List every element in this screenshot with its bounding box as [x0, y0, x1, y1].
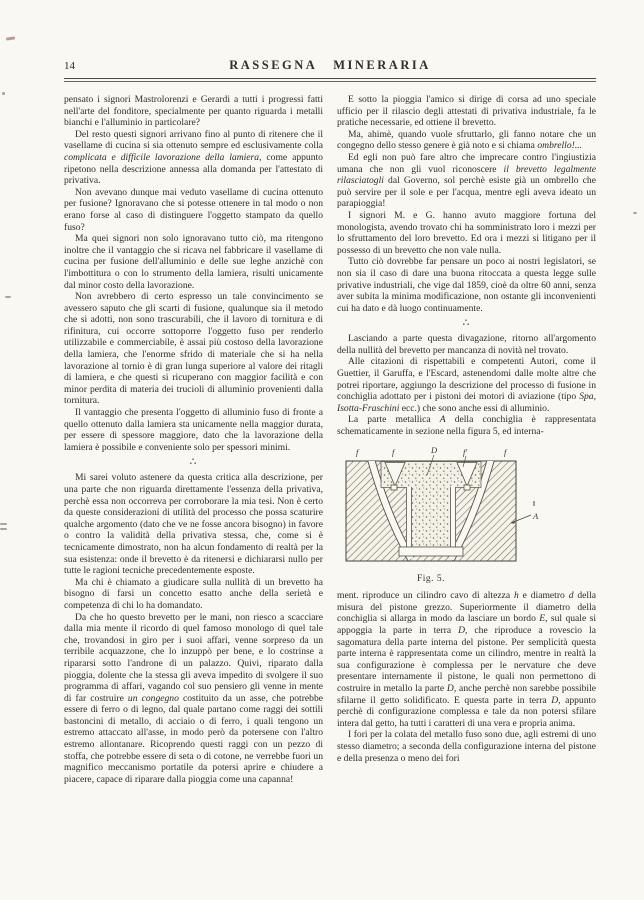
paragraph: La parte metallica A della conchiglia è rappresentata schematicamente in sezione nella figura 5, ed interna-: [337, 414, 596, 438]
right-column: [337, 94, 596, 785]
section-separator: ∴: [462, 318, 471, 330]
paragraph: Lasciando a parte questa divagazione, ritorno all'argomento della nullità del brevetto per mancanza di novità nel trovato.: [337, 333, 596, 356]
paragraph: Da che ho questo brevetto per le mani, non riesco a scacciare dalla mia mente il ricordo di quel famoso monologo di quel tale che, trovandosi in giro per i suoi affari, venne sorpreso da un terribile acquazzone, che lo inzuppò per bene, e lo costrinse a ripararsi sotto l'androne di un palazzo. Quivi, riparato dalla pioggia, dolente che la stessa gli aveva impedito di svolgere il suo programma di affari, vagando col suo pensiero gli venne in mente di far costruire un congegno costituito da un asse, che potrebbe essere di ferro o di legno, dal quale partano come raggi dei sottili bastoncini di metallo, di acciaio o di ferro, i quali tengono un estremo attaccato all'asse, in modo però da potersene con l'altro estremo allontanare. Ricoprendo questi raggi con un pezzo di stoffa, che potrebbe essere di seta o di cotone, ne verrebbe fuori un magnifico meccanismo portatile da potersi aprire e chiudere a piacere, capace di riparare dalla pioggia come una capanna!: [64, 611, 324, 785]
paragraph: ment. riproduce un cilindro cavo di altezza h e diametro d della misura del pistone grezzo. Superiormente il diametro della conchiglia si allarga in modo da lasciare un bordo E, sul quale si appoggia la parte in terra D, che riproduce a rovescio la sagomatura della parte interna del pistone. Per semplicità questa parte interna è rappresentata come un cilindro, mentre in realtà la sua configurazione è complessa per le nervature che deve presentare internamente il pistone, le quali non permettono di costruire in metallo la parte D, anche perchè non sarebbe possibile sfilarne il getto solidificato. E questa parte in terra D, appunto perchè di configurazione complessa e tale da non potersi sfilare intera dal getto, ha tutti i caratteri di una vera e propria anima.: [337, 590, 597, 729]
paragraph: Il vantaggio che presenta l'oggetto di alluminio fuso di fronte a quello ottenuto dalla lamiera sta unicamente nella maggior durata, per essere di spessore maggiore, dato che la lavorazione della lamiera è possibile e conveniente solo per spessori minimi.: [64, 407, 323, 453]
left-column: [64, 94, 323, 785]
margin-mark: [5, 296, 11, 298]
label-f-4: f: [504, 446, 507, 457]
margin-mark: [0, 523, 7, 525]
article-body: [64, 94, 596, 785]
paragraph: I signori M. e G. hanno avuto maggiore fortuna del monologista, avendo trovato chi ha somministrato loro i mezzi per lo sfruttamento del loro brevetto. Ed ora i mezzi si litigano per il possesso di un brevetto che non vale nulla.: [337, 209, 596, 256]
label-a: A: [533, 510, 539, 521]
paragraph: Tutto ciò dovrebbe far pensare un poco ai nostri legislatori, se non sia il caso di dare una buona ritoccata a questa legge sulle privative industriali, che vige dal 1859, cioè da oltre 60 anni, senza aver subita la minima modificazione, non ostante gli inconvenienti cui ha dato e dà luogo continuamente.: [337, 256, 596, 314]
figure-5: [341, 445, 553, 586]
paragraph: Del resto questi signori arrivano fino al punto di ritenere che il vasellame di cucina si sia ottenuto sempre ed esclusivamente colla complicata e difficile lavorazione della lamiera, come appunto ripetono nella descrizione annessa alla domanda per l'attestato di privativa.: [64, 128, 323, 187]
paragraph: E sotto la pioggia l'amico si dirige di corsa ad uno speciale ufficio per il rilascio degli attestati di privativa industriale, fa le pratiche necessarie, ed ottiene il brevetto.: [337, 94, 596, 129]
section-separator: ∴: [189, 457, 198, 469]
label-d: D: [431, 444, 438, 455]
right-column-top: [337, 94, 596, 438]
paragraph: Non avevano dunque mai veduto vasellame di cucina ottenuto per fusione? Ignoravano che si potesse ottenere in tal modo o non erano forse al caso di distinguere l'oggetto stampato da quello fuso?: [64, 186, 323, 233]
margin-mark: [633, 212, 637, 214]
paragraph: Ma quei signori non solo ignoravano tutto ciò, ma ritengono inoltre che il vantaggio che si ricava nel fabbricare il vasellame di cucina per fusione dell'alluminio e delle sue leghe anzichè con l'imbottitura o con lo strumento della lamiera, risulti unicamente dal minor costo della lavorazione.: [64, 233, 323, 291]
paragraph: Ma, ahimè, quando vuole sfruttarlo, gli fanno notare che un congegno dello stesso genere è già noto e si chiama ombrello!...: [337, 128, 596, 152]
margin-mark: [2, 92, 5, 95]
paragraph: Mi sarei voluto astenere da questa critica alla descrizione, per una parte che non riguarda direttamente l'essenza della privativa, perchè essa non occorreva per corroborare la mia tesi. Non è certo da queste considerazioni di utilità del processo che possa scaturire qualche argomento (dato che ve ne fosse ancora bisogno) in favore o contro la validità della privativa stessa, che, come si è tecnicamente dimostrato, non ha alcun fondamento di realtà per la sua esistenza: onde il brevetto è da ritenersi e dichiararsi nullo per tutte le ragioni tecniche precedentemente esposte.: [64, 472, 323, 577]
label-f-prime: f′: [463, 446, 468, 457]
paragraph: Alle citazioni di rispettabili e competenti Autori, come il Guettier, il Garuffa, e l'Escard, astenendomi dalle molte altre che potrei riportare, aggiungo la descrizione del processo di fusione in conchiglia adottato per i pistoni dei motori di aviazione (tipo Spa, Isotta-Fraschini ecc.) che sono anche essi di alluminio.: [337, 356, 596, 414]
paragraph: Non avrebbero di certo espresso un tale convincimento se avessero saputo che gli scarti di fusione, qualunque sia il metodo che si adotti, non sono trascurabili, che il lavoro di tornitura e di rifinitura, cui occorre sottoporre l'oggetto fuso per renderlo utilizzabile e commerciabile, è assai più costoso della lavorazione della lamiera, che l'enorme sfrido di materiale che si ha nella lavorazione al tornio è di gran lunga superiore al valore dei ritagli di lamiera, e che questi si ricuperano con maggior facilità e con minor perdita di materia dei trucioli di alluminio provenienti dalla tornitura.: [64, 291, 323, 407]
paragraph: pensato i signori Mastrolorenzi e Gerardi a tutti i progressi fatti nell'arte del fonditore, specialmente per quanto riguarda i metalli bianchi e l'alluminio in particolare?: [64, 94, 323, 129]
figure-caption: Fig. 5.: [416, 573, 446, 584]
label-f-1: f: [356, 446, 359, 457]
label-f-2: f: [392, 446, 395, 457]
core-column: [411, 487, 451, 551]
paragraph: I fori per la colata del metallo fuso sono due, agli estremi di uno stesso diametro; a seconda della configurazione interna del pistone e della presenza o meno dei fori: [337, 729, 596, 764]
header-rule: [64, 78, 596, 82]
paragraph: Ma chi è chiamato a giudicare sulla nullità di un brevetto ha bisogno di farsi un concetto esatto anche della serietà e competenza di chi lo ha domandato.: [64, 576, 323, 611]
journal-title: RASSEGNA MINERARIA: [229, 58, 431, 72]
right-column-bottom: [337, 590, 596, 764]
page-number: 14: [64, 60, 75, 72]
page-header: [64, 58, 596, 73]
mold-section-drawing: [341, 445, 553, 567]
paragraph: Ed egli non può fare altro che imprecare contro l'ingiustizia umana che non gli vuol riconoscere il brevetto legalmente rilasciatogli dal Governo, sol perchè esiste già un ombrello che può servire per il sole e per l'acqua, mentre egli aveva ideato un parapioggia!: [337, 151, 596, 210]
